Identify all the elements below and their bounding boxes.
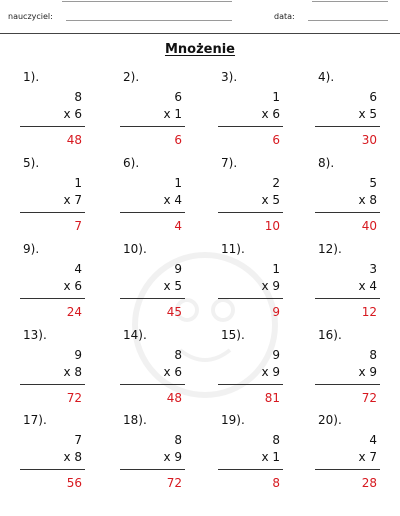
problem-19: [218, 413, 283, 499]
second-factor: x 9: [163, 450, 182, 464]
problem-number: 1).: [23, 70, 40, 84]
first-factor: 8: [369, 348, 377, 362]
problem-5: [20, 156, 85, 242]
answer-rule: [315, 469, 380, 470]
problem-number: 9).: [23, 242, 40, 256]
problem-number: 17).: [23, 413, 47, 427]
second-factor: x 9: [358, 365, 377, 379]
problem-9: [20, 242, 85, 328]
problem-6: [120, 156, 185, 242]
answer-rule: [120, 298, 185, 299]
answer: 12: [361, 305, 377, 319]
problem-number: 18).: [123, 413, 147, 427]
first-factor: 6: [369, 90, 377, 104]
second-factor: x 1: [163, 107, 182, 121]
answer: 6: [174, 133, 182, 147]
answer-rule: [120, 126, 185, 127]
problem-10: [120, 242, 185, 328]
answer: 30: [361, 133, 377, 147]
problem-number: 7).: [221, 156, 238, 170]
answer: 81: [264, 391, 280, 405]
problem-number: 3).: [221, 70, 238, 84]
answer: 48: [166, 391, 182, 405]
answer-rule: [315, 212, 380, 213]
second-factor: x 5: [163, 279, 182, 293]
watermark-logo: [75, 240, 335, 410]
header-separator: [0, 33, 400, 34]
answer-rule: [20, 212, 85, 213]
answer: 72: [166, 476, 182, 490]
problem-number: 15).: [221, 328, 245, 342]
second-factor: x 5: [358, 107, 377, 121]
answer-rule: [20, 298, 85, 299]
first-factor: 5: [369, 176, 377, 190]
answer: 40: [361, 219, 377, 233]
problem-3: [218, 70, 283, 156]
second-factor: x 8: [63, 365, 82, 379]
first-factor: 7: [74, 433, 82, 447]
answer-rule: [20, 384, 85, 385]
first-factor: 9: [272, 348, 280, 362]
problem-15: [218, 328, 283, 414]
second-factor: x 9: [261, 279, 280, 293]
answer: 8: [272, 476, 280, 490]
answer: 72: [66, 391, 82, 405]
first-factor: 2: [272, 176, 280, 190]
problem-7: [218, 156, 283, 242]
first-factor: 9: [174, 262, 182, 276]
answer-rule: [218, 384, 283, 385]
problem-8: [315, 156, 380, 242]
answer-rule: [218, 126, 283, 127]
second-factor: x 6: [63, 279, 82, 293]
problem-number: 6).: [123, 156, 140, 170]
first-factor: 1: [174, 176, 182, 190]
first-factor: 1: [272, 262, 280, 276]
first-factor: 1: [74, 176, 82, 190]
problem-number: 8).: [318, 156, 335, 170]
first-factor: 9: [74, 348, 82, 362]
answer: 9: [272, 305, 280, 319]
problem-number: 11).: [221, 242, 245, 256]
answer: 6: [272, 133, 280, 147]
answer-rule: [20, 469, 85, 470]
teacher-label: nauczyciel:: [8, 12, 53, 21]
answer-rule: [218, 212, 283, 213]
first-factor: 8: [74, 90, 82, 104]
answer: 4: [174, 219, 182, 233]
first-factor: 4: [74, 262, 82, 276]
problem-12: [315, 242, 380, 328]
answer-rule: [315, 298, 380, 299]
second-factor: x 5: [261, 193, 280, 207]
second-factor: x 6: [63, 107, 82, 121]
problem-number: 2).: [123, 70, 140, 84]
answer-rule: [315, 126, 380, 127]
problem-number: 13).: [23, 328, 47, 342]
answer-rule: [218, 298, 283, 299]
second-factor: x 6: [261, 107, 280, 121]
problem-18: [120, 413, 185, 499]
problem-17: [20, 413, 85, 499]
answer-rule: [120, 212, 185, 213]
problem-number: 10).: [123, 242, 147, 256]
second-factor: x 8: [63, 450, 82, 464]
teacher-field[interactable]: [66, 20, 232, 21]
first-factor: 8: [174, 433, 182, 447]
answer: 7: [74, 219, 82, 233]
top-line-left: [62, 1, 232, 2]
problem-number: 12).: [318, 242, 342, 256]
answer: 10: [264, 219, 280, 233]
second-factor: x 7: [63, 193, 82, 207]
first-factor: 1: [272, 90, 280, 104]
first-factor: 4: [369, 433, 377, 447]
answer-rule: [315, 384, 380, 385]
first-factor: 6: [174, 90, 182, 104]
second-factor: x 4: [358, 279, 377, 293]
second-factor: x 6: [163, 365, 182, 379]
second-factor: x 4: [163, 193, 182, 207]
problem-number: 19).: [221, 413, 245, 427]
answer: 28: [361, 476, 377, 490]
problem-1: [20, 70, 85, 156]
first-factor: 8: [272, 433, 280, 447]
date-label: data:: [274, 12, 295, 21]
problem-4: [315, 70, 380, 156]
answer: 24: [66, 305, 82, 319]
worksheet-title: Mnożenie: [164, 42, 236, 57]
problem-2: [120, 70, 185, 156]
first-factor: 8: [174, 348, 182, 362]
problem-number: 14).: [123, 328, 147, 342]
answer-rule: [218, 469, 283, 470]
problem-16: [315, 328, 380, 414]
top-line-right: [312, 1, 388, 2]
problem-13: [20, 328, 85, 414]
second-factor: x 9: [261, 365, 280, 379]
problem-20: [315, 413, 380, 499]
answer-rule: [120, 384, 185, 385]
problem-number: 5).: [23, 156, 40, 170]
answer: 48: [66, 133, 82, 147]
second-factor: x 7: [358, 450, 377, 464]
problem-number: 16).: [318, 328, 342, 342]
answer: 72: [361, 391, 377, 405]
first-factor: 3: [369, 262, 377, 276]
answer: 56: [66, 476, 82, 490]
problem-number: 20).: [318, 413, 342, 427]
problem-14: [120, 328, 185, 414]
date-field[interactable]: [308, 20, 388, 21]
answer-rule: [20, 126, 85, 127]
problem-11: [218, 242, 283, 328]
second-factor: x 1: [261, 450, 280, 464]
second-factor: x 8: [358, 193, 377, 207]
answer-rule: [120, 469, 185, 470]
problem-number: 4).: [318, 70, 335, 84]
answer: 45: [166, 305, 182, 319]
